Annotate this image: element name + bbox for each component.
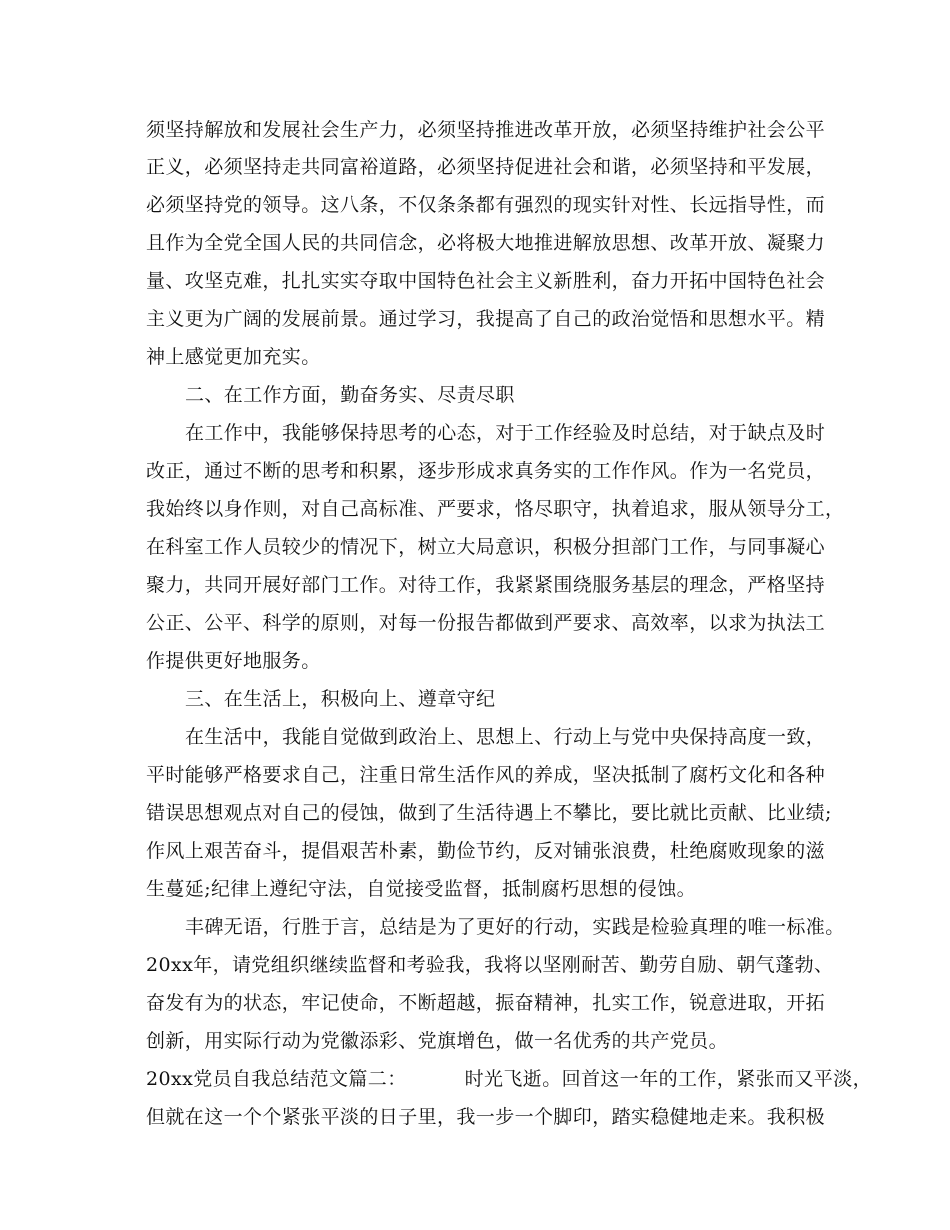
paragraph-line: 聚力，共同开展好部门工作。对待工作，我紧紧围绕服务基层的理念，严格坚持 <box>146 574 826 596</box>
section-heading: 三、在生活上，积极向上、遵章守纪 <box>185 688 496 710</box>
paragraph-line: 在科室工作人员较少的情况下，树立大局意识，积极分担部门工作，与同事凝心 <box>146 536 826 558</box>
paragraph-line: 创新，用实际行动为党徽添彩、党旗增色，做一名优秀的共产党员。 <box>146 1030 729 1052</box>
article-two-line <box>146 1060 872 1098</box>
paragraph-line: 神上感觉更加充实。 <box>146 346 321 368</box>
paragraph-line: 作提供更好地服务。 <box>146 650 321 672</box>
paragraph-line: 作风上艰苦奋斗，提倡艰苦朴素，勤俭节约，反对铺张浪费，杜绝腐败现象的滋 <box>146 840 826 862</box>
paragraph-line: 主义更为广阔的发展前景。通过学习，我提高了自己的政治觉悟和思想水平。精 <box>146 308 826 330</box>
paragraph-line: 生蔓延;纪律上遵纪守法，自觉接受监督，抵制腐朽思想的侵蚀。 <box>146 878 697 900</box>
paragraph-line: 公正、公平、科学的原则，对每一份报告都做到严要求、高效率，以求为执法工 <box>146 612 826 634</box>
paragraph-line: 量、攻坚克难，扎扎实实夺取中国特色社会主义新胜利，奋力开拓中国特色社会 <box>146 270 826 292</box>
paragraph-line: 平时能够严格要求自己，注重日常生活作风的养成，坚决抵制了腐朽文化和各种 <box>146 764 826 786</box>
paragraph-line: 在生活中，我能自觉做到政治上、思想上、行动上与党中央保持高度一致， <box>185 726 826 748</box>
paragraph-line: 时光飞逝。回首这一年的工作，紧张而又平淡， <box>464 1068 873 1090</box>
paragraph-line: 20xx年，请党组织继续监督和考验我，我将以坚刚耐苦、勤劳自励、朝气蓬勃、 <box>146 954 834 976</box>
paragraph-line: 但就在这一个个紧张平淡的日子里，我一步一个脚印，踏实稳健地走来。我积极 <box>146 1106 826 1128</box>
paragraph-line: 须坚持解放和发展社会生产力，必须坚持推进改革开放，必须坚持维护社会公平 <box>146 119 826 141</box>
paragraph-line: 必须坚持党的领导。这八条，不仅条条都有强烈的现实针对性、长远指导性，而 <box>146 194 826 216</box>
paragraph-line: 我始终以身作则，对自己高标准、严要求，恪尽职守，执着追求，服从领导分工， <box>146 498 845 520</box>
paragraph-line: 在工作中，我能够保持思考的心态，对于工作经验及时总结，对于缺点及时 <box>185 422 826 444</box>
article-two-title: 20xx党员自我总结范文篇二： <box>146 1068 407 1090</box>
paragraph-line: 丰碑无语，行胜于言，总结是为了更好的行动，实践是检验真理的唯一标准。 <box>185 916 845 938</box>
paragraph-line: 错误思想观点对自己的侵蚀，做到了生活待遇上不攀比，要比就比贡献、比业绩; <box>146 802 832 824</box>
paragraph-line: 且作为全党全国人民的共同信念，必将极大地推进解放思想、改革开放、凝聚力 <box>146 232 826 254</box>
paragraph-line: 正义，必须坚持走共同富裕道路，必须坚持促进社会和谐，必须坚持和平发展， <box>146 156 826 178</box>
paragraph-line: 改正，通过不断的思考和积累，逐步形成求真务实的工作作风。作为一名党员， <box>146 460 826 482</box>
section-heading: 二、在工作方面，勤奋务实、尽责尽职 <box>185 384 515 406</box>
paragraph-line: 奋发有为的状态，牢记使命，不断超越，振奋精神，扎实工作，锐意进取，开拓 <box>146 992 826 1014</box>
